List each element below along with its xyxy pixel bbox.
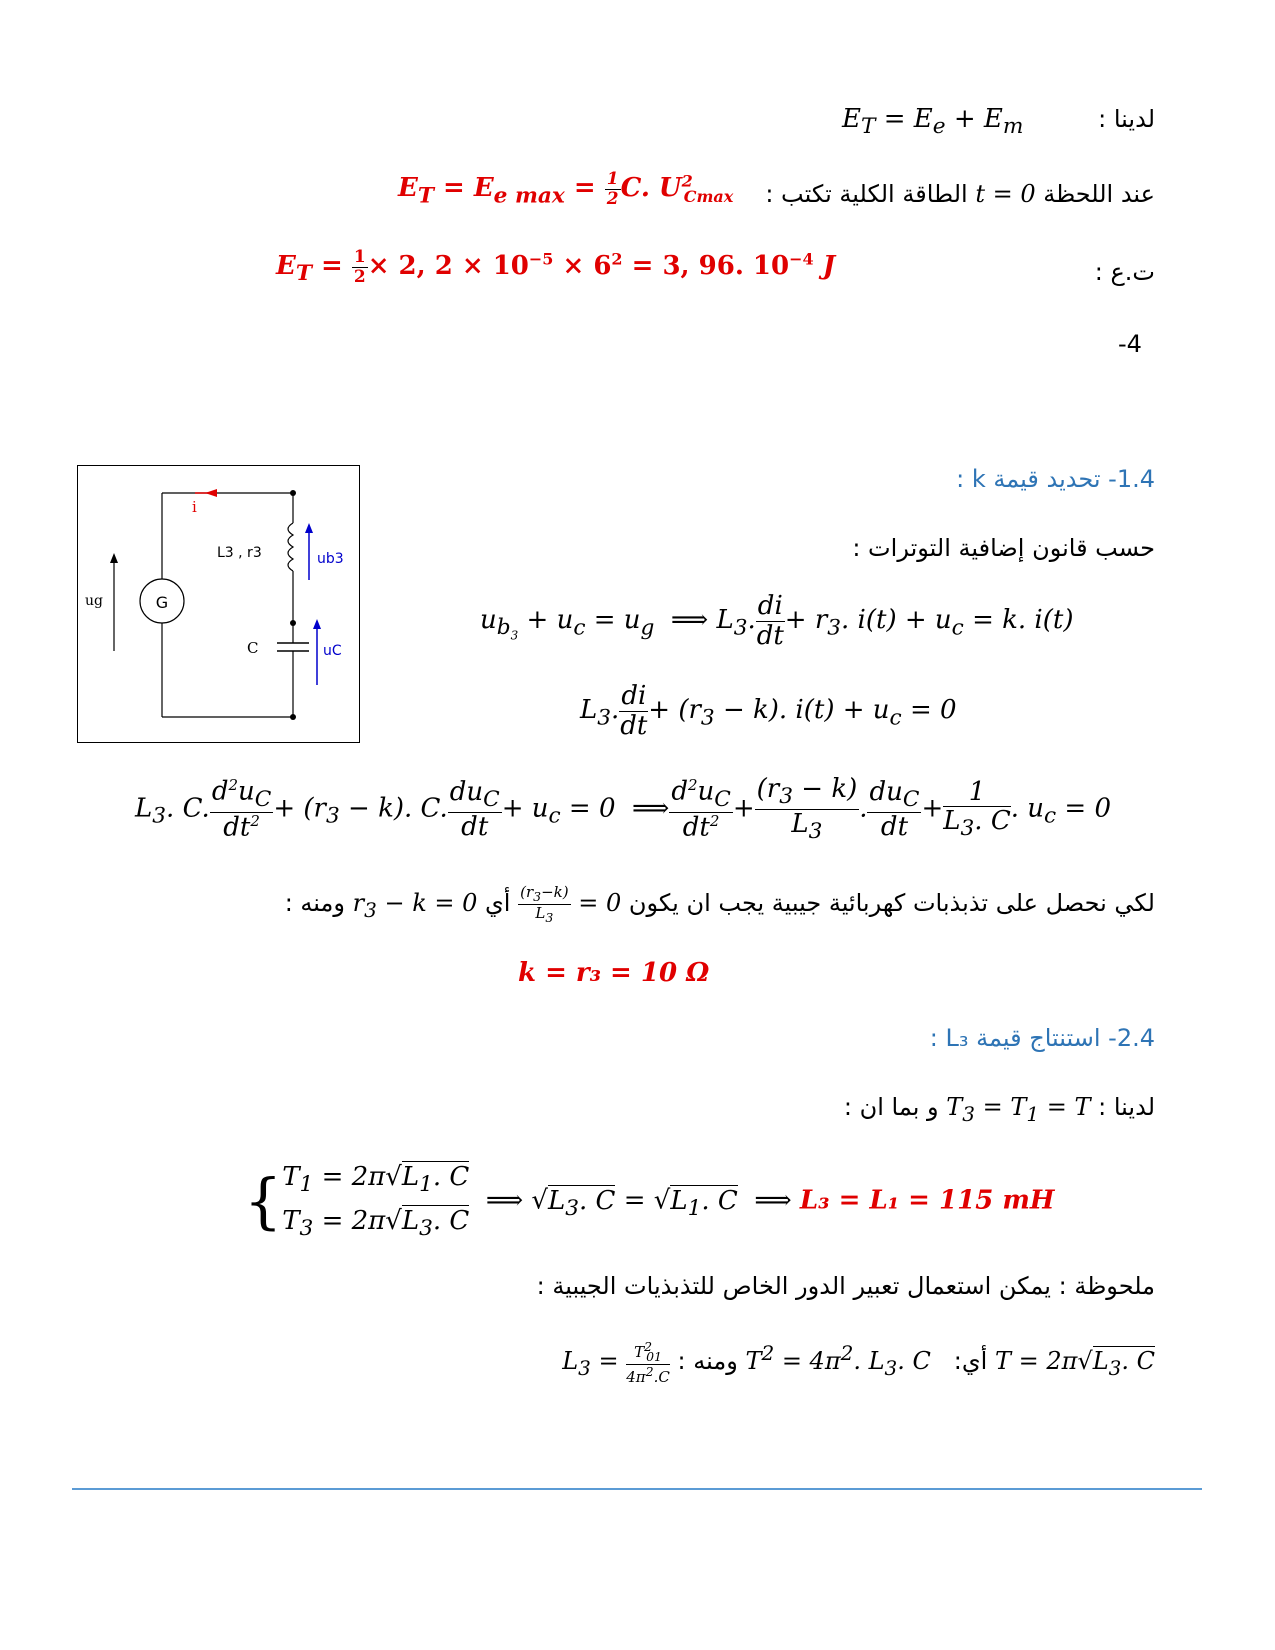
et-max-equation: $E_T = E_{e max}$ = $\frac{1}{2}$ C. $U^2_{Cmax}$ xyxy=(398,169,734,209)
et-sum-equation: $E_T = E_e + E_m$ xyxy=(842,104,1024,140)
oscillation-condition-line xyxy=(285,884,1155,925)
num-app-label: ت.ع : xyxy=(1094,258,1155,286)
wa-minhu-label: ومنه : xyxy=(284,888,345,917)
ladayna-label: لدينا : xyxy=(1098,105,1155,133)
formula-line xyxy=(562,1340,1155,1385)
kvl-equation: $u_{b_3} + u_c = u_g$ ⟹ $L_3$. $\frac{di}{dt}$ + $r_3$. $i(t) + u_c = k$. i(t) xyxy=(480,591,1074,651)
line-numeric xyxy=(1095,258,1155,286)
condition-fraction: $\frac{(r_3-k)}{L_3}$ = 0 xyxy=(520,883,622,925)
ay-label: أي xyxy=(485,888,511,917)
line-total-energy xyxy=(1098,105,1155,133)
rearranged-equation: $L_3$. $\frac{di}{dt}$ + $(r_3 - k)$. $i(t) + u_c = 0$ xyxy=(580,681,957,741)
current-label: i xyxy=(192,498,197,516)
question-4-label: -4 xyxy=(1118,330,1142,358)
period-equality-line xyxy=(844,1093,1155,1126)
k-result: k = r₃ = 10 Ω xyxy=(518,958,710,988)
condition-expr: $r_3 - k = 0$ xyxy=(352,888,478,922)
section-1-4-heading: 1.4- تحديد قيمة k : xyxy=(956,465,1155,493)
bottom-rule xyxy=(72,1488,1202,1490)
differential-equation: $L_3$. C. $\frac{d^2u_C}{dt^2}$ + $(r_3 - k)$. C. $\frac{du_C}{dt}$ + $u_c = 0$ ⟹ $\frac{d^2u_C}{dt^2}$ + $\frac{(r_3 - k)}{L_3}$ . $\frac{du_C}{dt}$ + $\frac{1}{L_3. C}$ . $u_c = 0$ xyxy=(135,774,1112,845)
period-squared: $T^2 = 4\pi^2$. $L_3$. C xyxy=(745,1341,931,1380)
cap-label: C xyxy=(247,639,259,657)
ay-colon-label: أي: xyxy=(953,1347,988,1376)
additivity-law-text: حسب قانون إضافية التوترات : xyxy=(852,534,1155,562)
et-numeric-equation: $E_T$ = $\frac{1}{2}$ × 2, $2 \times 10^{-5} \times 6^2 = 3$, 96. $10^{-4}$ J xyxy=(276,247,836,287)
generator-label: G xyxy=(155,593,169,612)
section-2-4-heading: 2.4- استنتاج قيمة L₃ : xyxy=(929,1024,1155,1052)
at-t0-label: عند اللحظة xyxy=(1043,180,1155,208)
l3-formula: $L_3$ = $\frac{T^2_{01}}{4\pi^2.C}$ xyxy=(562,1339,670,1386)
given-label: لدينا : xyxy=(1098,1093,1155,1121)
note-text: ملحوظة : يمكن استعمال تعبير الدور الخاص للتذبذيات الجيبية : xyxy=(536,1272,1155,1300)
period-equality: $T_3 = T_1 = T$ xyxy=(946,1093,1091,1126)
wa-minhu-2-label: ومنه : xyxy=(677,1347,738,1376)
oscillation-text: لكي نحصل على تذبذبات كهربائية جيبية يجب ان يكون xyxy=(628,888,1155,917)
total-energy-text: الطاقة الكلية تكتب : xyxy=(765,180,968,208)
uc-label: uC xyxy=(323,643,342,659)
wa-bima-an-label: و بما ان : xyxy=(843,1093,939,1121)
system-equation: {$T_1 = 2\pi√L_1$. C $T_3 = 2\pi√L_3$. C ⟹ $√L_3$. $C = √L_1$. C ⟹ L₃ = L₁ = 115 mH xyxy=(244,1162,1055,1241)
ub-label: ub3 xyxy=(317,551,344,567)
ug-label: ug xyxy=(85,593,103,609)
period-formula: $T = 2\pi√L_3$. C xyxy=(994,1347,1155,1380)
t0-expr: t = 0 xyxy=(975,180,1036,208)
coil-label: L3 , r3 xyxy=(217,545,262,561)
circuit-diagram xyxy=(77,465,360,743)
line-t0 xyxy=(765,180,1155,208)
l3-result: L₃ = L₁ = 115 mH xyxy=(799,1185,1055,1216)
